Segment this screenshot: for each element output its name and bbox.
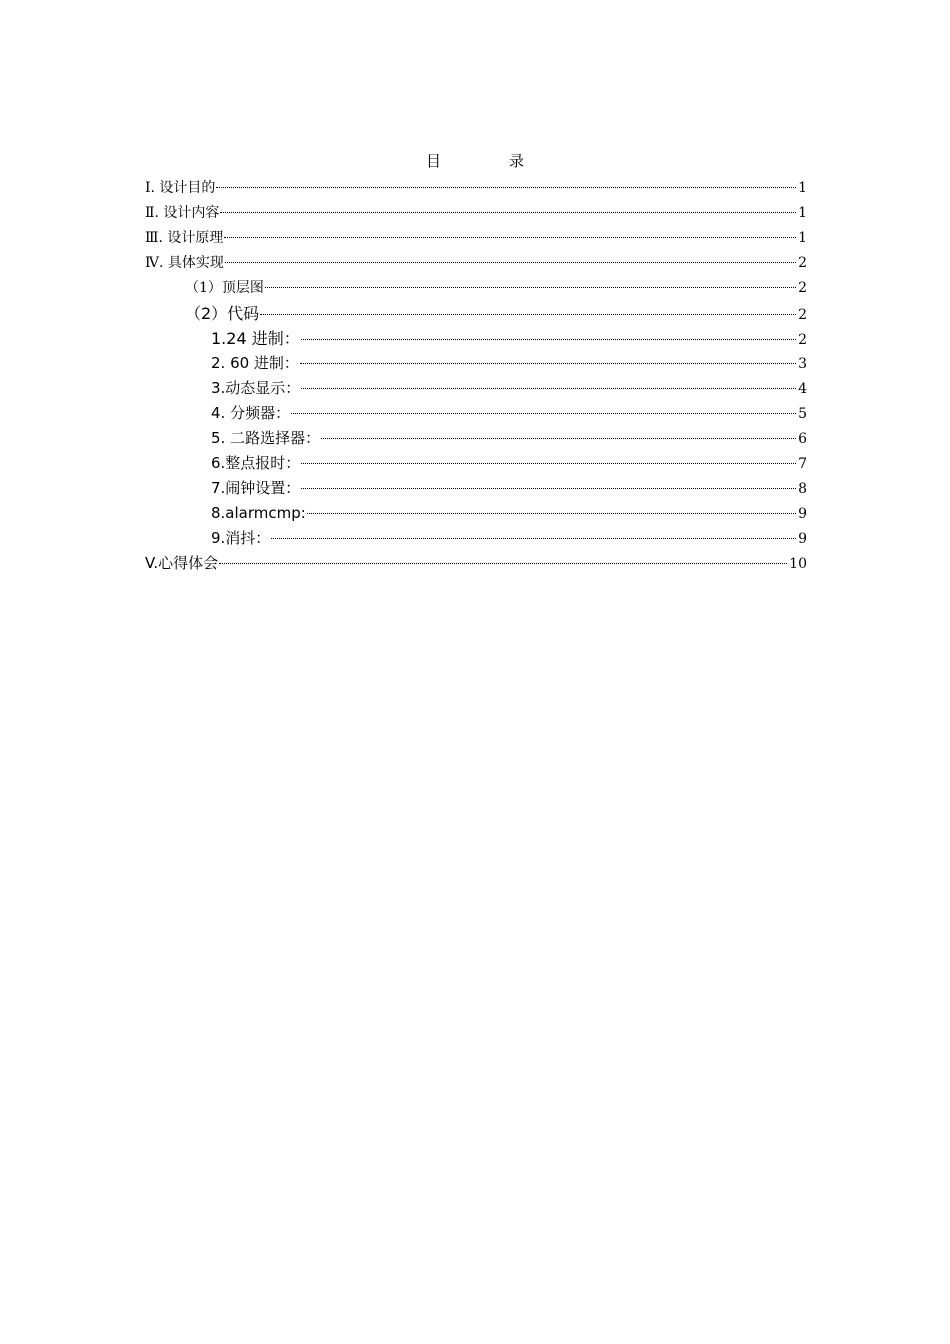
toc-entry-page: 3	[798, 356, 807, 372]
toc-entry[interactable]	[145, 426, 807, 451]
toc-entry-label: 2. 60 进制：	[211, 354, 299, 372]
toc-leader	[301, 339, 796, 340]
toc-entry-label: Ⅱ. 设计内容	[145, 205, 220, 221]
toc-entry-page: 1	[798, 180, 807, 196]
toc-entry-label: 1.24 进制：	[211, 329, 300, 348]
toc-entry[interactable]	[145, 526, 807, 551]
toc-entry[interactable]	[145, 301, 807, 326]
toc-entry[interactable]	[145, 201, 807, 226]
toc-entry-label: Ⅲ. 设计原理	[145, 230, 224, 246]
toc-entry-label: 3.动态显示：	[211, 379, 301, 397]
toc-entry-page: 5	[798, 406, 807, 422]
toc-entry[interactable]	[145, 326, 807, 351]
toc-leader	[216, 187, 796, 188]
toc-entry-page: 1	[798, 230, 807, 246]
toc-entry[interactable]	[145, 351, 807, 376]
toc-entry[interactable]	[145, 176, 807, 201]
toc-leader	[265, 287, 796, 288]
toc-entry-label: （2）代码	[185, 304, 260, 323]
toc-entry-page: 7	[798, 456, 807, 472]
toc-entry-page: 2	[798, 332, 807, 348]
toc-entry[interactable]	[145, 276, 807, 301]
toc-entry-page: 2	[798, 255, 807, 271]
toc-leader	[224, 237, 796, 238]
toc-entry[interactable]	[145, 376, 807, 401]
toc-entry[interactable]	[145, 451, 807, 476]
toc-leader	[307, 513, 796, 514]
toc-entry-label: 9.消抖：	[211, 529, 271, 547]
toc-entry-page: 10	[789, 556, 807, 572]
toc-entry[interactable]	[145, 551, 807, 576]
toc-leader	[291, 413, 796, 414]
toc-leader	[260, 314, 796, 315]
toc-entry-page: 1	[798, 205, 807, 221]
toc-entry[interactable]	[145, 251, 807, 276]
toc-entry-label: Ⅰ. 设计目的	[145, 180, 216, 196]
toc-entry-page: 2	[798, 280, 807, 296]
toc-entry-label: 8.alarmcmp:	[211, 504, 306, 522]
toc-entry-page: 6	[798, 431, 807, 447]
toc-entry-page: 8	[798, 481, 807, 497]
toc-entry-label: Ⅳ. 具体实现	[145, 255, 224, 271]
toc-leader	[225, 262, 796, 263]
toc-entry[interactable]	[145, 226, 807, 251]
toc-entry-label: V.心得体会	[145, 554, 219, 572]
toc-leader	[301, 488, 796, 489]
toc-entry-label: 7.闹钟设置：	[211, 479, 301, 497]
toc-entry-label: 5. 二路选择器：	[211, 429, 321, 447]
toc-entry[interactable]	[145, 401, 807, 426]
toc-leader	[300, 363, 796, 364]
toc-title-part1: 目	[425, 152, 441, 170]
toc-entry-label: 4. 分频器：	[211, 404, 291, 422]
toc-leader	[271, 538, 796, 539]
toc-entry-page: 2	[798, 307, 807, 323]
toc-entry-label: 6.整点报时：	[211, 454, 301, 472]
toc-entry-page: 4	[798, 381, 807, 397]
toc-leader	[301, 388, 796, 389]
toc-entry[interactable]	[145, 476, 807, 501]
toc-entry-label: （1）顶层图	[185, 280, 264, 296]
toc-entry-page: 9	[798, 506, 807, 522]
toc-entry[interactable]	[145, 501, 807, 526]
toc-leader	[220, 212, 796, 213]
toc-entry-page: 9	[798, 531, 807, 547]
toc-title-part2: 录	[509, 152, 525, 170]
toc-leader	[301, 463, 796, 464]
toc-leader	[321, 438, 796, 439]
toc-leader	[219, 563, 787, 564]
toc-title	[0, 151, 950, 171]
table-of-contents	[145, 176, 807, 576]
